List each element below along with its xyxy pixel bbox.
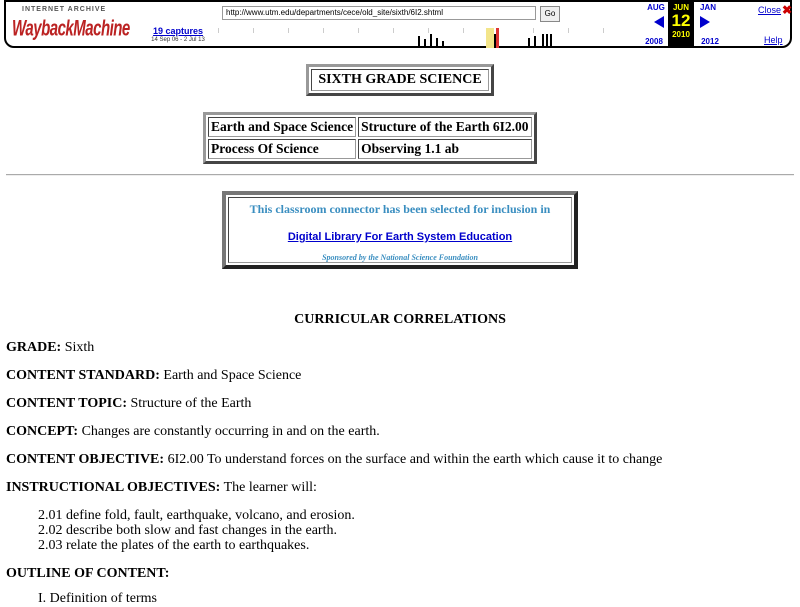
field-value: Sixth [61,340,95,355]
wayback-toolbar [4,0,792,48]
current-day: 12 [671,11,691,30]
sparkline-bar[interactable] [542,34,544,48]
current-year: 2010 [672,30,690,39]
field-grade [6,340,94,356]
page-title-box [306,64,494,96]
sparkline-tick [253,28,254,33]
table-row [208,117,532,137]
url-input[interactable]: http://www.utm.edu/departments/cece/old_site/sixth/6I2.shtml [222,6,536,20]
field-value: The learner will: [220,480,317,495]
sparkline-tick [323,28,324,33]
objective-item: 2.02 describe both slow and fast changes in the earth. [38,523,337,538]
field-label: CONTENT TOPIC: [6,396,127,411]
page-title: SIXTH GRADE SCIENCE [311,69,489,91]
captures-range: 14 Sep 06 - 2 Jul 13 [151,37,205,43]
field-label: GRADE: [6,340,62,355]
sparkline-bar[interactable] [430,34,432,48]
table-cell: Structure of the Earth 6I2.00 [358,117,531,137]
sparkline-bar[interactable] [436,38,438,48]
captures-info [146,26,210,43]
next-month-label[interactable]: JAN [699,3,716,12]
field-value: Changes are constantly occurring in and on the earth. [78,424,380,439]
table-cell: Observing 1.1 ab [358,139,531,159]
dlese-inner [228,197,572,263]
current-capture [668,2,694,48]
outline-label [6,566,169,582]
sparkline-tick [218,28,219,33]
close-icon[interactable]: ✖ [782,3,793,17]
captures-link[interactable]: 19 captures [152,26,204,36]
field-value: Earth and Space Science [159,368,302,383]
sparkline-bar[interactable] [424,39,426,48]
table-cell: Process Of Science [208,139,356,159]
sparkline-bar[interactable] [550,34,552,48]
field-instructional-objectives [6,480,317,496]
dlese-box [222,191,578,269]
sparkline-highlight [486,28,494,48]
objective-item: 2.03 relate the plates of the earth to earthquakes. [38,538,310,553]
sparkline-tick [428,28,429,33]
sparkline-tick [533,28,534,33]
sparkline-bar[interactable] [494,34,496,48]
field-content-standard [6,368,301,384]
wayback-logo[interactable] [12,6,130,44]
close-link[interactable]: Close [758,5,782,15]
field-label: INSTRUCTIONAL OBJECTIVES: [6,480,221,495]
field-value: 6I2.00 To understand forces on the surface and within the earth which cause it to change [164,452,663,467]
table-row [208,139,532,159]
prev-year-label[interactable]: 2008 [645,37,663,46]
sparkline-bar[interactable] [528,38,530,48]
field-label: CONTENT OBJECTIVE: [6,452,165,467]
logo-main-text: WaybackMachine [12,16,130,42]
standards-table [203,112,537,164]
logo-top-text: INTERNET ARCHIVE [22,6,107,13]
table-cell: Earth and Space Science [208,117,356,137]
field-content-topic [6,396,251,412]
dlese-link[interactable]: Digital Library For Earth System Education [287,231,513,243]
go-button[interactable]: Go [540,6,560,22]
sparkline-tick [358,28,359,33]
next-arrow-icon[interactable] [700,16,710,28]
field-value: Structure of the Earth [126,396,252,411]
section-heading: CURRICULAR CORRELATIONS [294,312,506,327]
sparkline-tick [288,28,289,33]
divider [6,174,794,176]
sparkline-bar[interactable] [534,36,536,48]
prev-arrow-icon[interactable] [654,16,664,28]
prev-month-label[interactable]: AUG [647,3,665,12]
dlese-intro: This classroom connector has been selected for inclusion in [249,202,551,216]
sparkline-current-marker [496,28,499,48]
sparkline-bar[interactable] [546,34,548,48]
field-label: CONTENT STANDARD: [6,368,160,383]
dlese-sponsor: Sponsored by the National Science Foundation [322,253,478,262]
next-year-label[interactable]: 2012 [701,37,719,46]
help-link[interactable]: Help [764,35,783,45]
field-label: CONCEPT: [6,424,79,439]
sparkline-bar[interactable] [418,36,420,48]
sparkline-tick [393,28,394,33]
sparkline-bar[interactable] [442,41,444,48]
current-month: JUN [672,3,689,12]
outline-item: I. Definition of terms [38,591,157,606]
field-concept [6,424,380,440]
objective-item: 2.01 define fold, fault, earthquake, volcano, and erosion. [38,508,355,523]
field-content-objective [6,452,662,468]
capture-sparkline[interactable] [218,28,638,48]
field-label: OUTLINE OF CONTENT: [6,566,170,581]
sparkline-tick [463,28,464,33]
sparkline-tick [568,28,569,33]
sparkline-tick [603,28,604,33]
